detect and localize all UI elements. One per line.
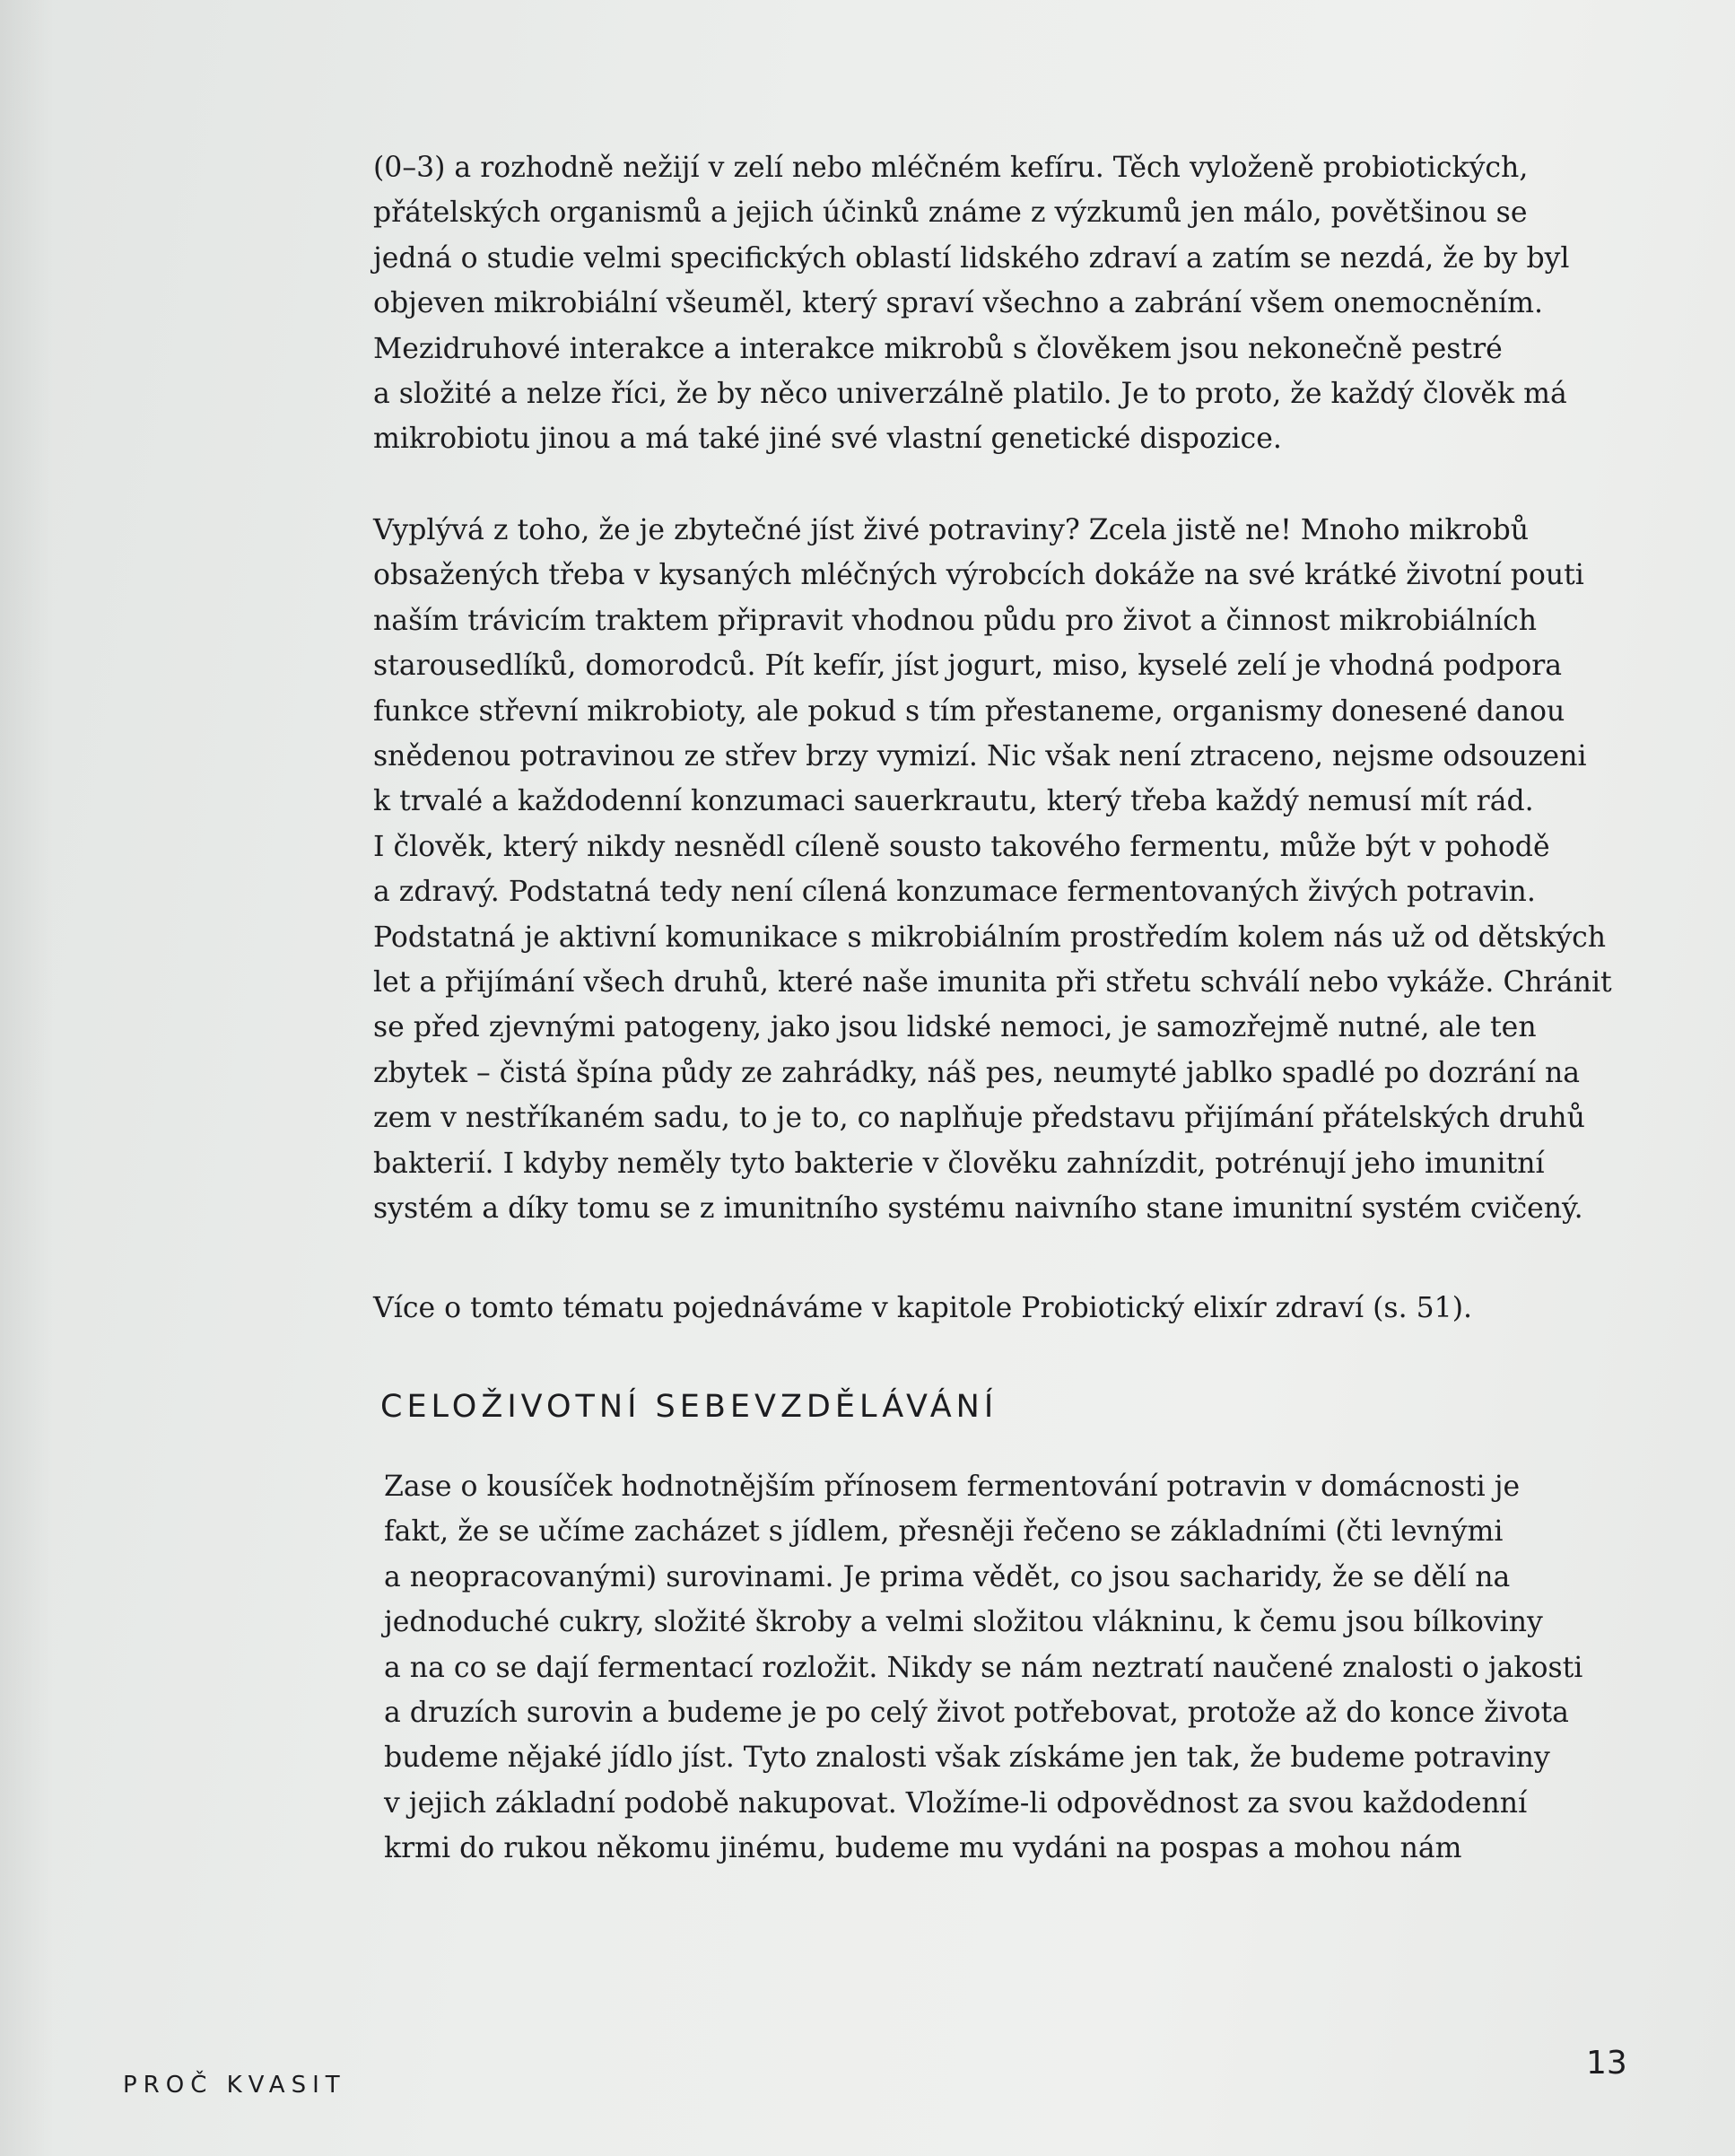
text-line: v jejich základní podobě nakupovat. Vložíme-li odpovědnost za svou každodenní <box>384 1786 1528 1820</box>
text-line: přátelských organismů a jejich účinků známe z výzkumů jen málo, povětšinou se <box>373 196 1528 230</box>
text-line: objeven mikrobiální všeuměl, který spraví všechno a zabrání všem onemocněním. <box>373 287 1543 320</box>
text-line: I člověk, který nikdy nesnědl cíleně sousto takového fermentu, může být v pohodě <box>373 830 1550 863</box>
text-line: a složité a nelze říci, že by něco univerzálně platilo. Je to proto, že každý člověk má <box>373 378 1567 411</box>
paragraph-2 <box>373 508 1620 1232</box>
section-paragraph <box>384 1464 1631 1872</box>
text-line: se před zjevnými patogeny, jako jsou lidské nemoci, je samozřejmě nutné, ale ten <box>373 1011 1537 1044</box>
running-footer-title: PROČ KVASIT <box>123 2072 346 2099</box>
text-line: zbytek – čistá špína půdy ze zahrádky, náš pes, neumyté jablko spadlé po dozrání na <box>373 1056 1581 1089</box>
text-line: k trvalé a každodenní konzumaci sauerkrautu, který třeba každý nemusí mít rád. <box>373 785 1534 818</box>
page-edge-shadow <box>0 0 54 2156</box>
text-line: funkce střevní mikrobioty, ale pokud s tím přestaneme, organismy donesené danou <box>373 694 1565 728</box>
text-line: zem v nestříkaném sadu, to je to, co naplňuje představu přijímání přátelských druhů <box>373 1102 1585 1135</box>
paragraph-3-cross-reference <box>373 1286 1620 1331</box>
text-line: fakt, že se učíme zacházet s jídlem, přesněji řečeno se základními (čti levnými <box>384 1515 1504 1549</box>
text-line: Podstatná je aktivní komunikace s mikrobiálním prostředím kolem nás už od dětských <box>373 921 1607 954</box>
text-line: budeme nějaké jídlo jíst. Tyto znalosti však získáme jen tak, že budeme potraviny <box>384 1741 1550 1775</box>
text-line: a neopracovanými) surovinami. Je prima vědět, co jsou sacharidy, že se dělí na <box>384 1560 1511 1593</box>
text-line: obsažených třeba v kysaných mléčných výrobcích dokáže na své krátké životní pouti <box>373 559 1584 592</box>
text-line: Vyplývá z toho, že je zbytečné jíst živé potraviny? Zcela jistě ne! Mnoho mikrobů <box>373 514 1530 546</box>
text-line: Zase o kousíček hodnotnějším přínosem fermentování potravin v domácnosti je <box>384 1471 1521 1503</box>
text-line: mikrobiotu jinou a má také jiné své vlastní genetické dispozice. <box>373 423 1282 456</box>
text-line: Mezidruhové interakce a interakce mikrobů s člověkem jsou nekonečně pestré <box>373 332 1503 365</box>
text-line: jedná o studie velmi specifických oblastí lidského zdraví a zatím se nezdá, že by byl <box>373 241 1570 275</box>
page-number: 13 <box>1586 2045 1627 2082</box>
text-line: bakterií. I kdyby neměly tyto bakterie v člověku zahnízdit, potrénují jeho imunitní <box>373 1147 1545 1180</box>
text-line: Více o tomto tématu pojednáváme v kapitole Probiotický elixír zdraví (s. 51). <box>373 1292 1473 1324</box>
text-line: naším trávicím traktem připravit vhodnou půdu pro život a činnost mikrobiálních <box>373 604 1538 637</box>
text-line: systém a díky tomu se z imunitního systému naivního stane imunitní systém cvičený. <box>373 1192 1583 1226</box>
text-line: a na co se dají fermentací rozložit. Nikdy se nám neztratí naučené znalosti o jakosti <box>384 1651 1583 1684</box>
text-line: let a přijímání všech druhů, které naše imunita při střetu schválí nebo vykáže. Chránit <box>373 966 1612 999</box>
section-heading: CELOŽIVOTNÍ SEBEVZDĚLÁVÁNÍ <box>380 1389 998 1425</box>
text-line: starousedlíků, domorodců. Pít kefír, jíst jogurt, miso, kyselé zelí je vhodná podpora <box>373 650 1563 683</box>
text-line: (0–3) a rozhodně nežijí v zelí nebo mléčném kefíru. Těch vyloženě probiotických, <box>373 152 1529 184</box>
text-line: a druzích surovin a budeme je po celý život potřebovat, protože až do konce života <box>384 1697 1569 1730</box>
text-line: snědenou potravinou ze střev brzy vymizí. Nic však není ztraceno, nejsme odsouzeni <box>373 740 1587 773</box>
text-line: jednoduché cukry, složité škroby a velmi složitou vlákninu, k čemu jsou bílkoviny <box>384 1606 1543 1639</box>
paragraph-1 <box>373 145 1620 462</box>
text-line: a zdravý. Podstatná tedy není cílená konzumace fermentovaných živých potravin. <box>373 876 1536 909</box>
text-line: krmi do rukou někomu jinému, budeme mu vydáni na pospas a mohou nám <box>384 1832 1462 1865</box>
